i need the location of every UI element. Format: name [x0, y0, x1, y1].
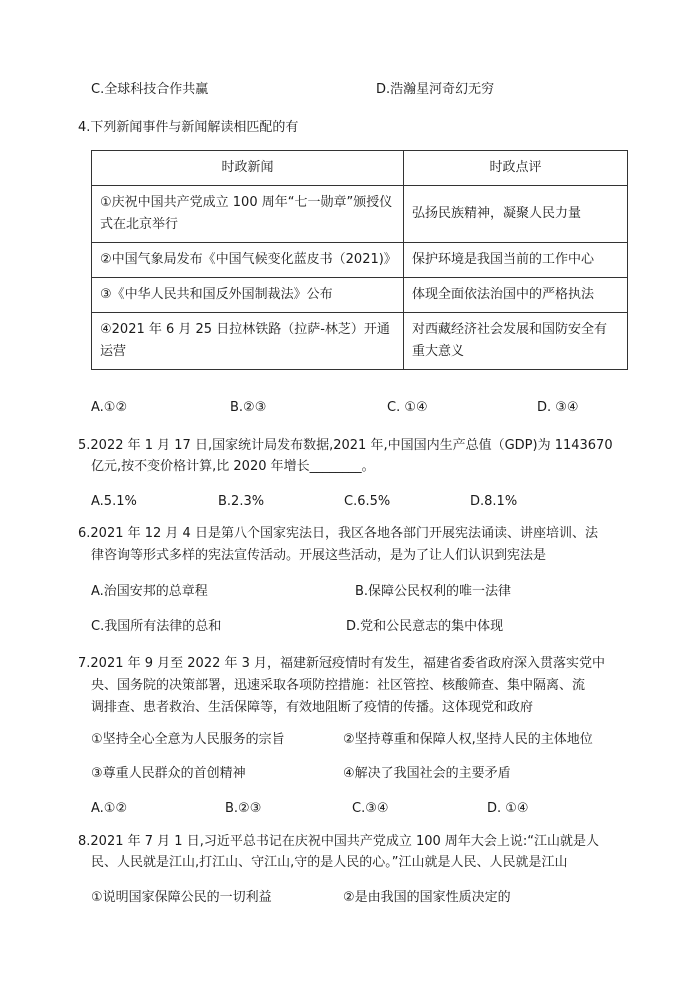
q6-stem-line1: 6.2021 年 12 月 4 日是第八个国家宪法日，我区各地各部门开展宪法诵读、讲座培训、法	[78, 526, 598, 541]
table-cell-comment: 保护环境是我国当前的工作中心	[404, 243, 628, 278]
q6-option-b: B.保障公民权利的唯一法律	[355, 584, 512, 599]
q5-option-d: D.8.1%	[470, 494, 518, 509]
table-cell-comment: 弘扬民族精神，凝聚人民力量	[404, 186, 628, 243]
table-cell-comment: 体现全面依法治国中的严格执法	[404, 278, 628, 313]
q7-option-c: C.③④	[352, 801, 389, 816]
table-cell-news: ④2021 年 6 月 25 日拉林铁路（拉萨-林芝）开通运营	[92, 313, 404, 370]
q7-option-a: A.①②	[91, 801, 128, 816]
table-row	[92, 313, 628, 370]
q7-option-d: D. ①④	[487, 801, 529, 816]
table-cell-news: ③《中华人民共和国反外国制裁法》公布	[92, 278, 404, 313]
table-header-row	[92, 151, 628, 186]
q8-stem-line2: 民、人民就是江山,打江山、守江山,守的是人民的心。”江山就是人民、人民就是江山	[91, 855, 568, 870]
q5-stem-line2: 亿元,按不变价格计算,比 2020 年增长________。	[91, 459, 375, 474]
q7-item-2: ②坚持尊重和保障人权,坚持人民的主体地位	[343, 732, 593, 747]
q7-option-b: B.②③	[225, 801, 262, 816]
q6-option-c: C.我国所有法律的总和	[91, 619, 222, 634]
table-row	[92, 243, 628, 278]
q7-item-1: ①坚持全心全意为人民服务的宗旨	[91, 732, 285, 747]
table-cell-news: ①庆祝中国共产党成立 100 周年“七一勋章”颁授仪式在北京举行	[92, 186, 404, 243]
q6-option-a: A.治国安邦的总章程	[91, 584, 208, 599]
q4-option-a: A.①②	[91, 400, 128, 415]
q7-stem-line1: 7.2021 年 9 月至 2022 年 3 月，福建新冠疫情时有发生，福建省委省政府深入贯落实党中	[78, 656, 606, 671]
q3-option-c: C.全球科技合作共赢	[91, 82, 209, 97]
q7-stem-line3: 调排查、患者救治、生活保障等，有效地阻断了疫情的传播。这体现党和政府	[91, 700, 534, 715]
q6-stem-line2: 律咨询等形式多样的宪法宣传活动。开展这些活动，是为了让人们认识到宪法是	[91, 548, 547, 563]
q4-option-d: D. ③④	[537, 400, 579, 415]
table-header-comment: 时政点评	[404, 151, 628, 186]
q6-option-d: D.党和公民意志的集中体现	[346, 619, 504, 634]
q7-stem-line2: 央、国务院的决策部署，迅速采取各项防控措施：社区管控、核酸筛查、集中隔离、流	[91, 678, 586, 693]
q5-stem-line1: 5.2022 年 1 月 17 日,国家统计局发布数据,2021 年,中国国内生产总值（GDP)为 1143670	[78, 438, 613, 453]
table-row	[92, 278, 628, 313]
q8-stem-line1: 8.2021 年 7 月 1 日,习近平总书记在庆祝中国共产党成立 100 周年大会上说:“江山就是人	[78, 834, 600, 849]
q7-item-3: ③尊重人民群众的首创精神	[91, 766, 246, 781]
q3-option-d: D.浩瀚星河奇幻无穷	[376, 82, 495, 97]
q7-item-4: ④解决了我国社会的主要矛盾	[343, 766, 511, 781]
q4-option-b: B.②③	[230, 400, 267, 415]
table-cell-comment: 对西藏经济社会发展和国防安全有重大意义	[404, 313, 628, 370]
table-row	[92, 186, 628, 243]
q4-option-c: C. ①④	[387, 400, 428, 415]
q5-option-a: A.5.1%	[91, 494, 137, 509]
q8-item-2: ②是由我国的国家性质决定的	[343, 890, 511, 905]
q4-news-table	[91, 150, 628, 370]
q8-item-1: ①说明国家保障公民的一切利益	[91, 890, 272, 905]
table-header-news: 时政新闻	[92, 151, 404, 186]
q5-option-b: B.2.3%	[218, 494, 265, 509]
table-cell-news: ②中国气象局发布《中国气候变化蓝皮书（2021)》	[92, 243, 404, 278]
q4-stem: 4.下列新闻事件与新闻解读相匹配的有	[78, 120, 299, 135]
q5-option-c: C.6.5%	[344, 494, 391, 509]
